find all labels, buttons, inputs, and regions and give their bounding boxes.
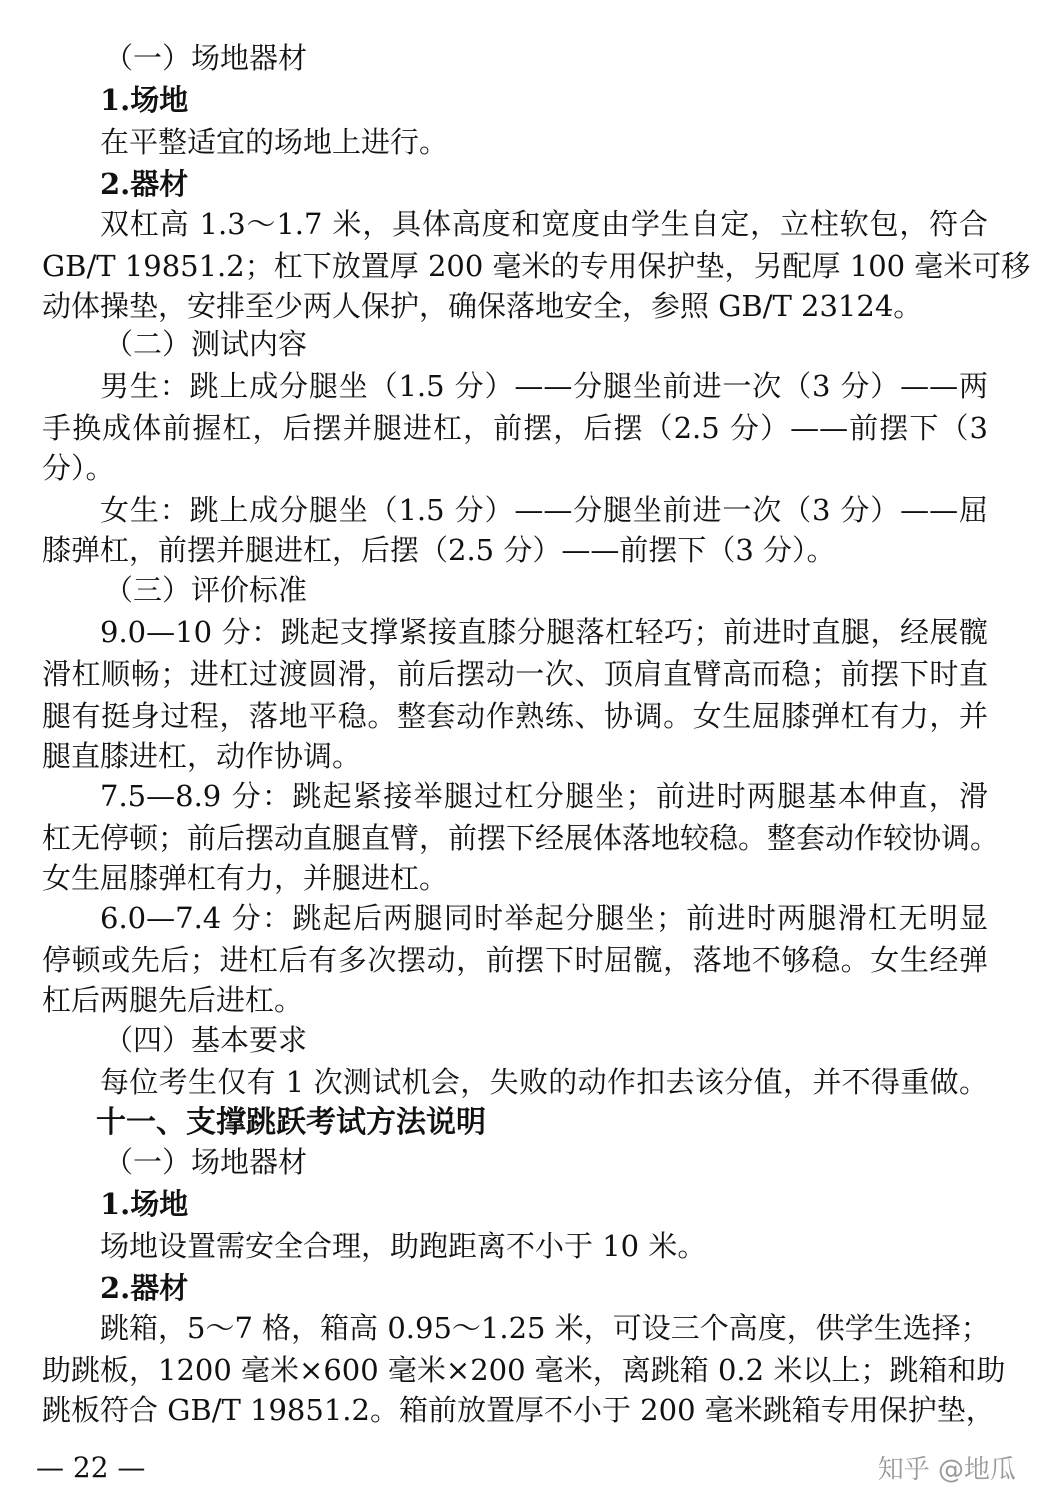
paragraph-line: GB/T 19851.2；杠下放置厚 200 毫米的专用保护垫，另配厚 100 毫米可移 — [42, 249, 1031, 283]
section-heading: （一）场地器材 — [104, 41, 308, 75]
paragraph-line: 杠后两腿先后进杠。 — [42, 983, 304, 1017]
paragraph-line: 7.5—8.9 分：跳起紧接举腿过杠分腿坐；前进时两腿基本伸直，滑 — [100, 779, 988, 813]
paragraph-line: 助跳板，1200 毫米×600 毫米×200 毫米，离跳箱 0.2 米以上；跳箱和助 — [42, 1353, 1006, 1387]
paragraph-line: 每位考生仅有 1 次测试机会，失败的动作扣去该分值，并不得重做。 — [100, 1065, 988, 1099]
paragraph-line: 女生屈膝弹杠有力，并腿进杠。 — [42, 861, 449, 895]
paragraph-line: 双杠高 1.3～1.7 米，具体高度和宽度由学生自定，立柱软包，符合 — [100, 207, 988, 241]
paragraph-line: 手换成体前握杠，后摆并腿进杠，前摆，后摆（2.5 分）——前摆下（3 — [42, 411, 988, 445]
page-number: — 22 — — [36, 1451, 146, 1484]
paragraph-line: 跳箱，5～7 格，箱高 0.95～1.25 米，可设三个高度，供学生选择； — [100, 1311, 990, 1345]
paragraph-line: 6.0—7.4 分：跳起后两腿同时举起分腿坐；前进时两腿滑杠无明显 — [100, 901, 988, 935]
paragraph-line: 女生：跳上成分腿坐（1.5 分）——分腿坐前进一次（3 分）——屈 — [100, 493, 988, 527]
paragraph-line: 杠无停顿；前后摆动直腿直臂，前摆下经展体落地较稳。整套动作较协调。 — [42, 821, 1000, 855]
paragraph-line: 腿有挺身过程，落地平稳。整套动作熟练、协调。女生屈膝弹杠有力，并 — [42, 699, 988, 733]
paragraph-line: 9.0—10 分：跳起支撑紧接直膝分腿落杠轻巧；前进时直腿，经展髋 — [100, 615, 988, 649]
paragraph-line: 腿直膝进杠，动作协调。 — [42, 739, 362, 773]
paragraph-line: 在平整适宜的场地上进行。 — [100, 125, 449, 159]
paragraph-line: 停顿或先后；进杠后有多次摆动，前摆下时屈髋，落地不够稳。女生经弹 — [42, 943, 988, 977]
section-heading: （二）测试内容 — [104, 327, 308, 361]
paragraph-line: 分）。 — [42, 451, 115, 485]
paragraph-line: 场地设置需安全合理，助跑距离不小于 10 米。 — [100, 1229, 707, 1263]
paragraph-line: 男生：跳上成分腿坐（1.5 分）——分腿坐前进一次（3 分）——两 — [100, 369, 988, 403]
paragraph-line: 膝弹杠，前摆并腿进杠，后摆（2.5 分）——前摆下（3 分）。 — [42, 533, 836, 567]
chapter-heading: 十一、支撑跳跃考试方法说明 — [96, 1105, 486, 1140]
subsection-heading: 2.器材 — [100, 1271, 189, 1305]
section-heading: （三）评价标准 — [104, 573, 308, 607]
watermark: 知乎 @地瓜 — [877, 1455, 1016, 1485]
paragraph-line: 动体操垫，安排至少两人保护，确保落地安全，参照 GB/T 23124。 — [42, 289, 923, 323]
paragraph-line: 跳板符合 GB/T 19851.2。箱前放置厚不小于 200 毫米跳箱专用保护垫， — [42, 1393, 995, 1427]
subsection-heading: 1.场地 — [100, 83, 189, 117]
section-heading: （四）基本要求 — [104, 1023, 308, 1057]
subsection-heading: 1.场地 — [100, 1187, 189, 1221]
section-heading: （一）场地器材 — [104, 1145, 308, 1179]
subsection-heading: 2.器材 — [100, 167, 189, 201]
paragraph-line: 滑杠顺畅；进杠过渡圆滑，前后摆动一次、顶肩直臂高而稳；前摆下时直 — [42, 657, 988, 691]
